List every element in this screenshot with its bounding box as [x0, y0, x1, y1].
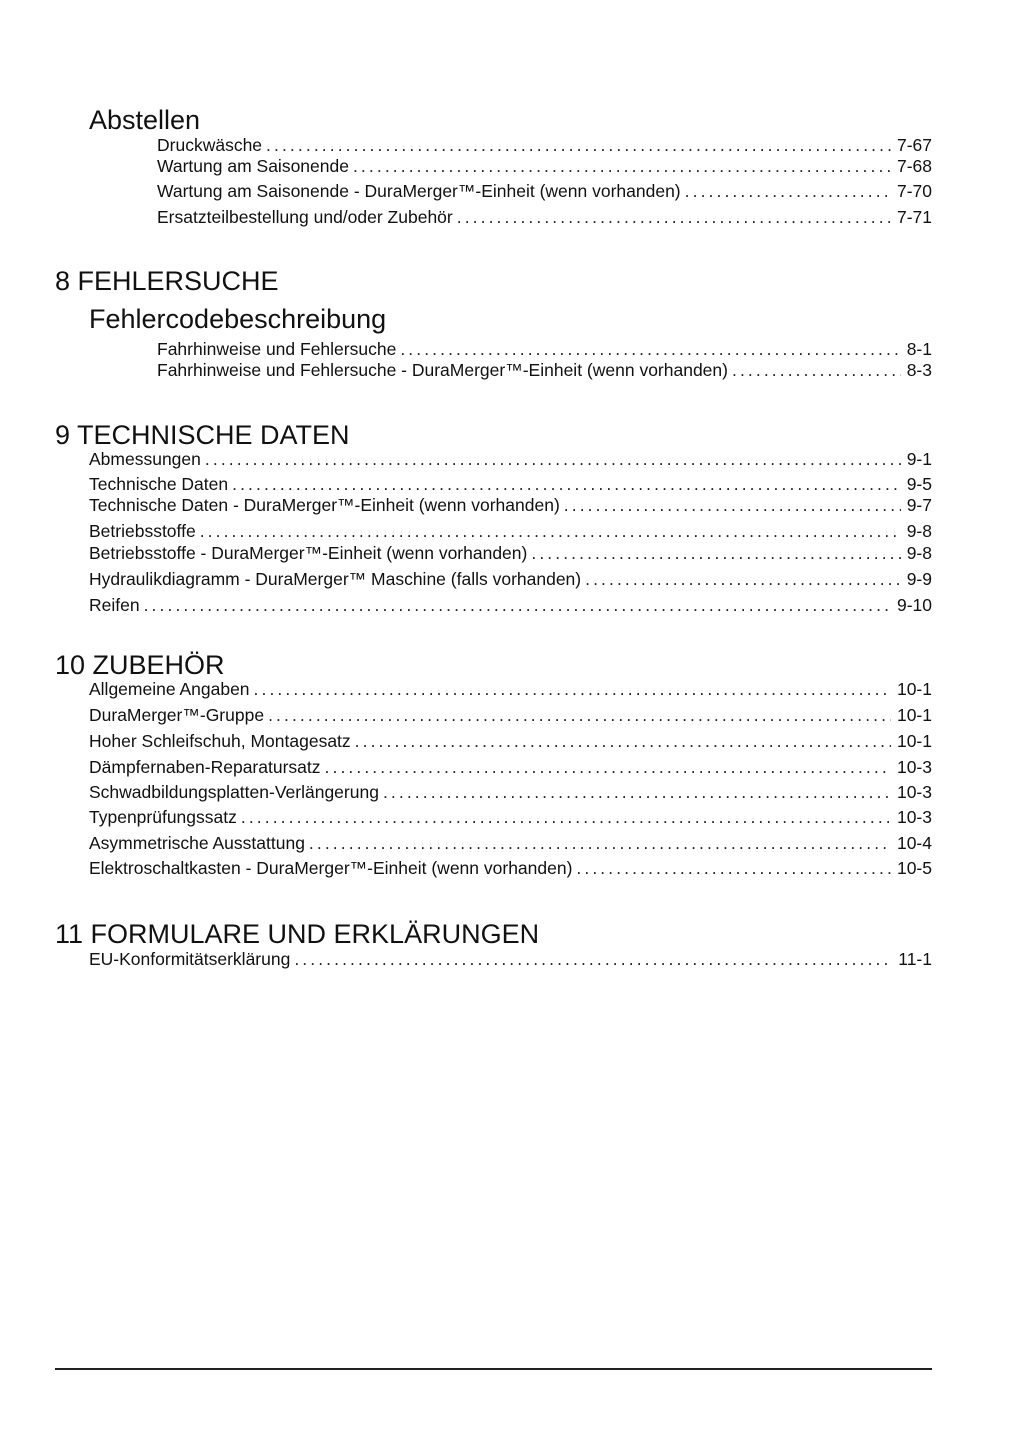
toc-entry-label: EU-Konformitätserklärung — [89, 949, 291, 969]
dot-leader — [383, 781, 891, 803]
toc-entry-label: Abmessungen — [89, 449, 201, 469]
toc-entry-ersatzteilbestellung[interactable] — [157, 206, 932, 228]
toc-entry-wartung-saisonende-duramerger[interactable] — [157, 180, 932, 202]
dot-leader — [294, 948, 892, 970]
dot-leader — [564, 494, 901, 516]
toc-entry-page: 9-1 — [906, 449, 932, 469]
toc-entry-label: Technische Daten - DuraMerger™-Einheit (wenn vorhanden) — [89, 495, 560, 515]
section-heading-fehlercodebeschreibung: Fehlercodebeschreibung — [89, 304, 387, 334]
toc-entry-page: 10-1 — [896, 679, 932, 699]
toc-entry-abmessungen[interactable] — [89, 448, 932, 470]
dot-leader — [309, 832, 891, 854]
dot-leader — [353, 155, 891, 177]
toc-entry-hoher-schleifschuh[interactable] — [89, 730, 932, 752]
toc-entry-page: 7-67 — [896, 135, 932, 155]
chapter-title-9: 9 TECHNISCHE DATEN — [55, 420, 350, 450]
dot-leader — [685, 180, 891, 202]
toc-entry-label: Betriebsstoffe — [89, 521, 196, 541]
toc-entry-label: Allgemeine Angaben — [89, 679, 250, 699]
toc-entry-druckwaesche[interactable] — [157, 134, 932, 156]
toc-entry-label: Ersatzteilbestellung und/oder Zubehör — [157, 207, 453, 227]
toc-entry-fahrhinweise[interactable] — [157, 338, 932, 360]
toc-entry-page: 10-1 — [896, 731, 932, 751]
toc-entry-page: 9-9 — [906, 569, 932, 589]
toc-entry-page: 9-10 — [896, 595, 932, 615]
dot-leader — [241, 806, 891, 828]
chapter-title-11: 11 FORMULARE UND ERKLÄRUNGEN — [55, 919, 540, 949]
dot-leader — [576, 857, 891, 879]
dot-leader — [400, 338, 900, 360]
toc-entry-elektroschaltkasten[interactable] — [89, 857, 932, 879]
toc-entry-label: Elektroschaltkasten - DuraMerger™-Einheit (wenn vorhanden) — [89, 858, 573, 878]
dot-leader — [205, 448, 901, 470]
toc-entry-label: Betriebsstoffe - DuraMerger™-Einheit (wenn vorhanden) — [89, 543, 528, 563]
toc-entry-page: 10-3 — [896, 782, 932, 802]
dot-leader — [266, 134, 891, 156]
toc-entry-betriebsstoffe-duramerger[interactable] — [89, 542, 932, 564]
dot-leader — [268, 704, 891, 726]
dot-leader — [325, 756, 891, 778]
dot-leader — [531, 542, 900, 564]
toc-entry-page: 10-1 — [896, 705, 932, 725]
dot-leader — [732, 359, 901, 381]
toc-entry-page: 7-70 — [896, 181, 932, 201]
toc-entry-technische-daten[interactable] — [89, 473, 932, 495]
toc-entry-page: 10-3 — [896, 757, 932, 777]
toc-entry-label: Asymmetrische Ausstattung — [89, 833, 305, 853]
toc-entry-page: 11-1 — [898, 949, 932, 969]
chapter-title-8: 8 FEHLERSUCHE — [55, 266, 279, 296]
toc-entry-label: Hydraulikdiagramm - DuraMerger™ Maschine (falls vorhanden) — [89, 569, 582, 589]
toc-entry-page: 9-7 — [906, 495, 932, 515]
toc-entry-label: Schwadbildungsplatten-Verlängerung — [89, 782, 379, 802]
toc-entry-asymmetrische-ausstattung[interactable] — [89, 832, 932, 854]
toc-entry-daempfernaben-reparatursatz[interactable] — [89, 756, 932, 778]
dot-leader — [200, 520, 901, 542]
toc-entry-page: 10-4 — [896, 833, 932, 853]
toc-entry-betriebsstoffe[interactable] — [89, 520, 932, 542]
toc-entry-schwadbildungsplatten[interactable] — [89, 781, 932, 803]
toc-entry-label: DuraMerger™-Gruppe — [89, 705, 265, 725]
section-heading-abstellen: Abstellen — [89, 105, 201, 135]
footer-divider — [55, 1368, 932, 1370]
toc-entry-label: Wartung am Saisonende — [157, 156, 349, 176]
toc-entry-page: 8-1 — [906, 339, 932, 359]
toc-entry-fahrhinweise-duramerger[interactable] — [157, 359, 932, 381]
toc-entry-page: 9-8 — [906, 543, 932, 563]
toc-entry-reifen[interactable] — [89, 594, 932, 616]
toc-entry-eu-konformitaetserklaerung[interactable] — [89, 948, 932, 970]
toc-entry-page: 9-5 — [906, 474, 932, 494]
toc-entry-label: Typenprüfungssatz — [89, 807, 237, 827]
toc-entry-page: 9-8 — [906, 521, 932, 541]
dot-leader — [355, 730, 891, 752]
toc-entry-page: 10-5 — [896, 858, 932, 878]
toc-entry-allgemeine-angaben[interactable] — [89, 678, 932, 700]
toc-entry-technische-daten-duramerger[interactable] — [89, 494, 932, 516]
toc-entry-label: Fahrhinweise und Fehlersuche - DuraMerger™-Einheit (wenn vorhanden) — [157, 360, 728, 380]
dot-leader — [254, 678, 891, 700]
toc-entry-label: Technische Daten — [89, 474, 229, 494]
dot-leader — [585, 568, 901, 590]
toc-entry-label: Wartung am Saisonende - DuraMerger™-Einheit (wenn vorhanden) — [157, 181, 681, 201]
toc-entry-label: Druckwäsche — [157, 135, 263, 155]
toc-entry-page: 8-3 — [906, 360, 932, 380]
toc-entry-label: Reifen — [89, 595, 140, 615]
toc-entry-page: 7-71 — [896, 207, 932, 227]
toc-entry-hydraulikdiagramm[interactable] — [89, 568, 932, 590]
toc-entry-label: Hoher Schleifschuh, Montagesatz — [89, 731, 351, 751]
toc-entry-duramerger-gruppe[interactable] — [89, 704, 932, 726]
toc-entry-label: Dämpfernaben-Reparatursatz — [89, 757, 321, 777]
dot-leader — [457, 206, 891, 228]
dot-leader — [232, 473, 901, 495]
toc-entry-wartung-saisonende[interactable] — [157, 155, 932, 177]
chapter-title-10: 10 ZUBEHÖR — [55, 650, 225, 680]
toc-entry-label: Fahrhinweise und Fehlersuche — [157, 339, 397, 359]
toc-entry-page: 7-68 — [896, 156, 932, 176]
toc-entry-typenpruefungssatz[interactable] — [89, 806, 932, 828]
toc-entry-page: 10-3 — [896, 807, 932, 827]
dot-leader — [144, 594, 891, 616]
